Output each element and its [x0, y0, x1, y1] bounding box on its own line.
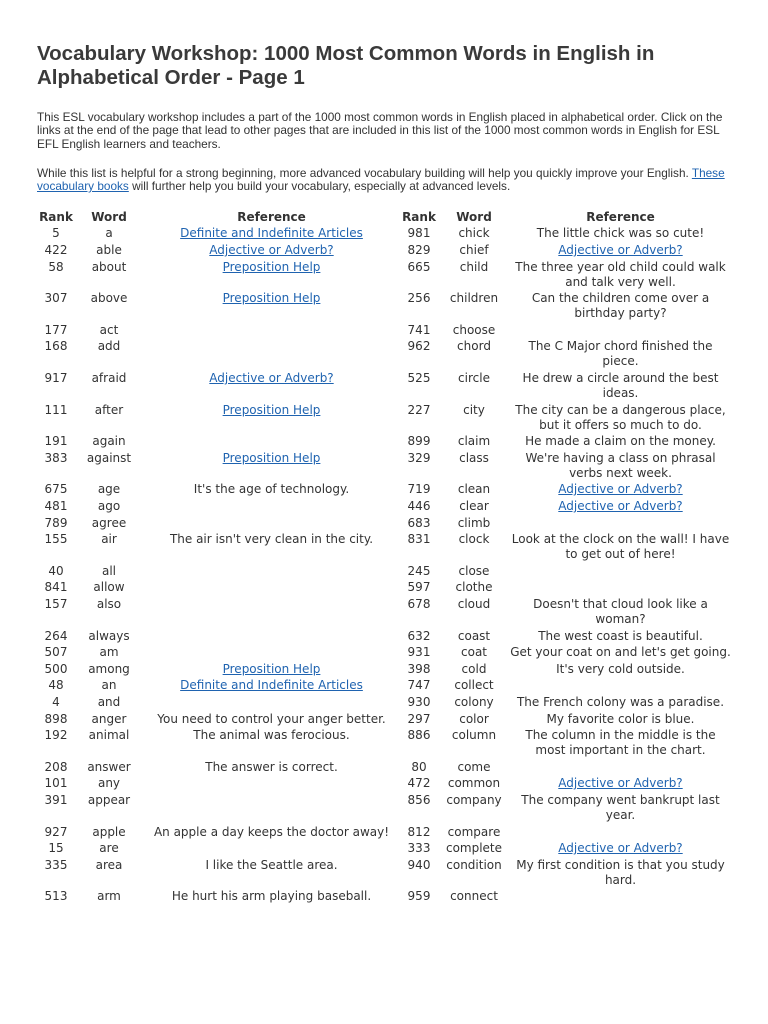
word-cell: able: [96, 243, 122, 258]
reference-cell: The C Major chord finished the piece.: [528, 339, 713, 369]
reference-link[interactable]: Adjective or Adverb?: [558, 776, 683, 791]
table-row: [37, 339, 731, 371]
table-row: [37, 728, 731, 760]
table-row: [37, 645, 731, 662]
word-cell: age: [97, 482, 121, 497]
table-row: [37, 889, 731, 906]
word-cell: choose: [452, 322, 496, 337]
rank-cell: 333: [407, 841, 431, 856]
reference-cell: [143, 662, 400, 679]
header-reference: Reference: [237, 210, 306, 225]
rank-cell: 4: [52, 694, 60, 709]
reference-cell: The answer is correct.: [205, 759, 338, 774]
reference-cell: [143, 516, 400, 533]
rank-cell: 856: [407, 792, 431, 807]
reference-cell: [143, 564, 400, 581]
rank-cell: 930: [407, 694, 431, 709]
table-row: [37, 499, 731, 516]
rank-cell: 391: [44, 792, 68, 807]
table-row: [37, 532, 731, 564]
rank-cell: 446: [407, 499, 431, 514]
rank-cell: 789: [44, 515, 68, 530]
word-cell: clean: [457, 482, 491, 497]
rank-cell: 422: [44, 243, 68, 258]
reference-cell: [510, 580, 731, 597]
reference-cell: He made a claim on the money.: [525, 434, 716, 449]
rank-cell: 398: [407, 661, 431, 676]
word-cell: close: [458, 563, 490, 578]
rank-cell: 747: [407, 678, 431, 693]
reference-cell: [143, 371, 400, 403]
reference-cell: [510, 564, 731, 581]
rank-cell: 40: [48, 563, 64, 578]
word-cell: children: [449, 291, 499, 306]
rank-cell: 719: [407, 482, 431, 497]
page-title: Vocabulary Workshop: 1000 Most Common Words in English in Alphabetical Order - Page 1: [37, 42, 655, 89]
reference-cell: The city can be a dangerous place, but it offers so much to do.: [515, 402, 726, 432]
reference-link[interactable]: Adjective or Adverb?: [209, 371, 334, 386]
table-row: [37, 580, 731, 597]
books-paragraph-text-after: will further help you build your vocabulary, especially at advanced levels.: [128, 179, 511, 194]
word-cell: coast: [457, 628, 491, 643]
table-row: [37, 564, 731, 581]
word-cell: chick: [458, 226, 490, 241]
reference-cell: The column in the middle is the most important in the chart.: [525, 728, 716, 758]
word-cell: come: [457, 759, 491, 774]
reference-cell: The animal was ferocious.: [193, 728, 350, 743]
table-row: [37, 260, 731, 292]
word-cell: about: [91, 259, 127, 274]
rank-cell: 335: [44, 857, 68, 872]
rank-cell: 15: [48, 841, 64, 856]
rank-cell: 917: [44, 371, 68, 386]
table-row: [37, 403, 731, 435]
rank-cell: 177: [44, 322, 68, 337]
reference-cell: It's very cold outside.: [556, 661, 685, 676]
rank-cell: 80: [411, 759, 427, 774]
header-reference-2: Reference: [586, 210, 655, 225]
reference-cell: [143, 434, 400, 451]
word-cell: circle: [458, 371, 490, 386]
word-cell: complete: [445, 841, 503, 856]
word-cell: afraid: [91, 371, 127, 386]
rank-cell: 632: [407, 628, 431, 643]
reference-cell: [143, 243, 400, 260]
reference-cell: [510, 678, 731, 695]
reference-cell: My favorite color is blue.: [546, 711, 695, 726]
rank-cell: 264: [44, 628, 68, 643]
rank-cell: 597: [407, 580, 431, 595]
vocabulary-table: [37, 209, 731, 905]
rank-cell: 513: [44, 889, 68, 904]
reference-cell: Doesn't that cloud look like a woman?: [533, 596, 708, 626]
reference-cell: Get your coat on and let's get going.: [510, 645, 731, 660]
word-cell: area: [95, 857, 123, 872]
word-cell: class: [459, 450, 489, 465]
rank-cell: 507: [44, 645, 68, 660]
word-cell: act: [99, 322, 119, 337]
reference-cell: [143, 499, 400, 516]
word-cell: an: [101, 678, 117, 693]
table-row: [37, 629, 731, 646]
word-cell: common: [447, 776, 501, 791]
rank-cell: 111: [44, 402, 68, 417]
rank-cell: 329: [407, 450, 431, 465]
rank-cell: 525: [407, 371, 431, 386]
word-cell: apple: [92, 824, 126, 839]
table-row: [37, 662, 731, 679]
reference-link[interactable]: Preposition Help: [222, 259, 321, 274]
table-row: [37, 825, 731, 842]
reference-cell: [510, 841, 731, 858]
reference-cell: [143, 226, 400, 243]
reference-cell: The west coast is beautiful.: [538, 628, 703, 643]
word-cell: chief: [459, 243, 489, 258]
rank-cell: 307: [44, 291, 68, 306]
rank-cell: 886: [407, 728, 431, 743]
table-row: [37, 451, 731, 483]
reference-cell: He hurt his arm playing baseball.: [171, 889, 372, 904]
rank-cell: 959: [407, 889, 431, 904]
reference-cell: I like the Seattle area.: [205, 857, 338, 872]
word-cell: cloud: [457, 596, 491, 611]
rank-cell: 168: [44, 339, 68, 354]
rank-cell: 678: [407, 596, 431, 611]
word-cell: cold: [461, 661, 487, 676]
reference-cell: [510, 889, 731, 906]
rank-cell: 812: [407, 824, 431, 839]
rank-cell: 58: [48, 259, 64, 274]
table-row: [37, 793, 731, 825]
reference-link[interactable]: Preposition Help: [222, 661, 321, 676]
reference-cell: [510, 760, 731, 777]
word-cell: against: [86, 450, 132, 465]
reference-cell: [510, 516, 731, 533]
reference-link[interactable]: Preposition Help: [222, 450, 321, 465]
books-paragraph: [37, 167, 734, 194]
rank-cell: 5: [52, 226, 60, 241]
reference-cell: [143, 645, 400, 662]
vocabulary-books-link[interactable]: These vocabulary books: [37, 165, 725, 194]
word-cell: all: [101, 563, 117, 578]
rank-cell: 931: [407, 645, 431, 660]
word-cell: animal: [88, 728, 130, 743]
rank-cell: 665: [407, 259, 431, 274]
word-cell: are: [99, 841, 119, 856]
word-cell: after: [94, 402, 124, 417]
reference-cell: [510, 482, 731, 499]
rank-cell: 741: [407, 322, 431, 337]
reference-cell: [143, 695, 400, 712]
word-cell: arm: [97, 889, 121, 904]
reference-cell: [143, 339, 400, 371]
reference-cell: We're having a class on phrasal verbs next week.: [525, 450, 716, 480]
table-row: [37, 434, 731, 451]
reference-cell: The French colony was a paradise.: [516, 694, 725, 709]
books-paragraph-text-before: While this list is helpful for a strong beginning, more advanced vocabulary building will help you quickly improve your English.: [37, 165, 692, 180]
word-cell: among: [88, 661, 130, 676]
reference-cell: The little chick was so cute!: [536, 226, 705, 241]
rank-cell: 981: [407, 226, 431, 241]
word-cell: agree: [91, 515, 127, 530]
table-row: [37, 858, 731, 890]
word-cell: chord: [457, 339, 491, 354]
reference-cell: [143, 403, 400, 435]
header-rank-2: Rank: [402, 210, 436, 225]
word-cell: connect: [450, 889, 498, 904]
table-row: [37, 597, 731, 629]
rank-cell: 899: [407, 434, 431, 449]
word-cell: add: [97, 339, 121, 354]
word-cell: air: [101, 532, 117, 547]
word-cell: child: [459, 259, 489, 274]
reference-link[interactable]: Definite and Indefinite Articles: [180, 226, 363, 241]
word-cell: again: [92, 434, 126, 449]
table-row: [37, 226, 731, 243]
word-cell: colony: [454, 694, 494, 709]
word-cell: allow: [93, 580, 125, 595]
reference-cell: [143, 629, 400, 646]
word-cell: column: [451, 728, 497, 743]
reference-link[interactable]: Definite and Indefinite Articles: [180, 678, 363, 693]
rank-cell: 481: [44, 499, 68, 514]
table-row: [37, 760, 731, 777]
word-cell: clock: [458, 532, 490, 547]
reference-link[interactable]: Adjective or Adverb?: [558, 499, 683, 514]
header-word-2: Word: [456, 210, 492, 225]
reference-cell: [143, 678, 400, 695]
reference-cell: [143, 291, 400, 323]
table-row: [37, 371, 731, 403]
rank-cell: 829: [407, 243, 431, 258]
reference-link[interactable]: Adjective or Adverb?: [209, 243, 334, 258]
word-cell: collect: [454, 678, 494, 693]
header-rank: Rank: [39, 210, 73, 225]
word-cell: a: [105, 226, 113, 241]
table-row: [37, 323, 731, 340]
reference-cell: [510, 243, 731, 260]
table-row: [37, 678, 731, 695]
reference-cell: [143, 597, 400, 629]
reference-cell: My first condition is that you study hard.: [516, 857, 725, 887]
rank-cell: 683: [407, 515, 431, 530]
table-row: [37, 291, 731, 323]
rank-cell: 472: [407, 776, 431, 791]
rank-cell: 962: [407, 339, 431, 354]
reference-cell: An apple a day keeps the doctor away!: [153, 824, 390, 839]
rank-cell: 157: [44, 596, 68, 611]
word-cell: also: [96, 596, 122, 611]
word-cell: anger: [91, 711, 127, 726]
word-cell: climb: [457, 515, 491, 530]
table-row: [37, 482, 731, 499]
reference-cell: [143, 580, 400, 597]
rank-cell: 297: [407, 711, 431, 726]
header-word: Word: [91, 210, 127, 225]
reference-cell: [143, 451, 400, 483]
rank-cell: 831: [407, 532, 431, 547]
table-row: [37, 243, 731, 260]
word-cell: city: [463, 402, 485, 417]
rank-cell: 383: [44, 450, 68, 465]
intro-paragraph: This ESL vocabulary workshop includes a part of the 1000 most common words in English placed in alphabetical order. Click on the links at the end of the page that lead to other pages that are included in this list of the 1000 most common words in English for ESL EFL English learners and teachers.: [37, 110, 723, 151]
word-cell: am: [99, 645, 119, 660]
reference-cell: [143, 260, 400, 292]
rank-cell: 675: [44, 482, 68, 497]
word-cell: clothe: [455, 580, 493, 595]
rank-cell: 101: [44, 776, 68, 791]
word-cell: coat: [461, 645, 487, 660]
reference-cell: [143, 793, 400, 825]
reference-cell: You need to control your anger better.: [157, 711, 386, 726]
rank-cell: 500: [44, 661, 68, 676]
reference-cell: The company went bankrupt last year.: [521, 792, 720, 822]
table-header-row: [37, 209, 731, 226]
word-cell: and: [97, 694, 121, 709]
reference-cell: The air isn't very clean in the city.: [169, 532, 374, 547]
rank-cell: 208: [44, 759, 68, 774]
word-cell: answer: [87, 759, 131, 774]
rank-cell: 940: [407, 857, 431, 872]
reference-cell: [510, 499, 731, 516]
rank-cell: 927: [44, 824, 68, 839]
rank-cell: 245: [407, 563, 431, 578]
word-cell: above: [90, 291, 128, 306]
word-cell: company: [446, 792, 502, 807]
rank-cell: 191: [44, 434, 68, 449]
rank-cell: 256: [407, 291, 431, 306]
reference-link[interactable]: Preposition Help: [222, 291, 321, 306]
reference-cell: [143, 841, 400, 858]
rank-cell: 192: [44, 728, 68, 743]
word-cell: color: [459, 711, 489, 726]
reference-cell: [143, 323, 400, 340]
reference-cell: The three year old child could walk and talk very well.: [515, 259, 726, 289]
table-row: [37, 776, 731, 793]
reference-cell: Can the children come over a birthday party?: [531, 291, 710, 321]
reference-cell: He drew a circle around the best ideas.: [522, 371, 719, 401]
reference-cell: [143, 776, 400, 793]
reference-cell: [510, 776, 731, 793]
word-cell: clear: [459, 499, 489, 514]
rank-cell: 155: [44, 532, 68, 547]
word-cell: appear: [87, 792, 131, 807]
rank-cell: 841: [44, 580, 68, 595]
word-cell: any: [97, 776, 121, 791]
table-row: [37, 841, 731, 858]
reference-link[interactable]: Adjective or Adverb?: [558, 841, 683, 856]
word-cell: compare: [447, 824, 501, 839]
reference-cell: It's the age of technology.: [193, 482, 350, 497]
reference-cell: Look at the clock on the wall! I have to get out of here!: [511, 532, 730, 562]
word-cell: claim: [457, 434, 491, 449]
reference-link[interactable]: Adjective or Adverb?: [558, 482, 683, 497]
reference-cell: [510, 323, 731, 340]
table-body: [37, 226, 731, 905]
word-cell: always: [88, 628, 130, 643]
word-cell: condition: [446, 857, 502, 872]
rank-cell: 898: [44, 711, 68, 726]
rank-cell: 48: [48, 678, 64, 693]
reference-link[interactable]: Preposition Help: [222, 402, 321, 417]
table-row: [37, 516, 731, 533]
rank-cell: 227: [407, 402, 431, 417]
table-row: [37, 695, 731, 712]
table-row: [37, 712, 731, 729]
reference-cell: [510, 825, 731, 842]
word-cell: ago: [97, 499, 121, 514]
reference-link[interactable]: Adjective or Adverb?: [558, 243, 683, 258]
